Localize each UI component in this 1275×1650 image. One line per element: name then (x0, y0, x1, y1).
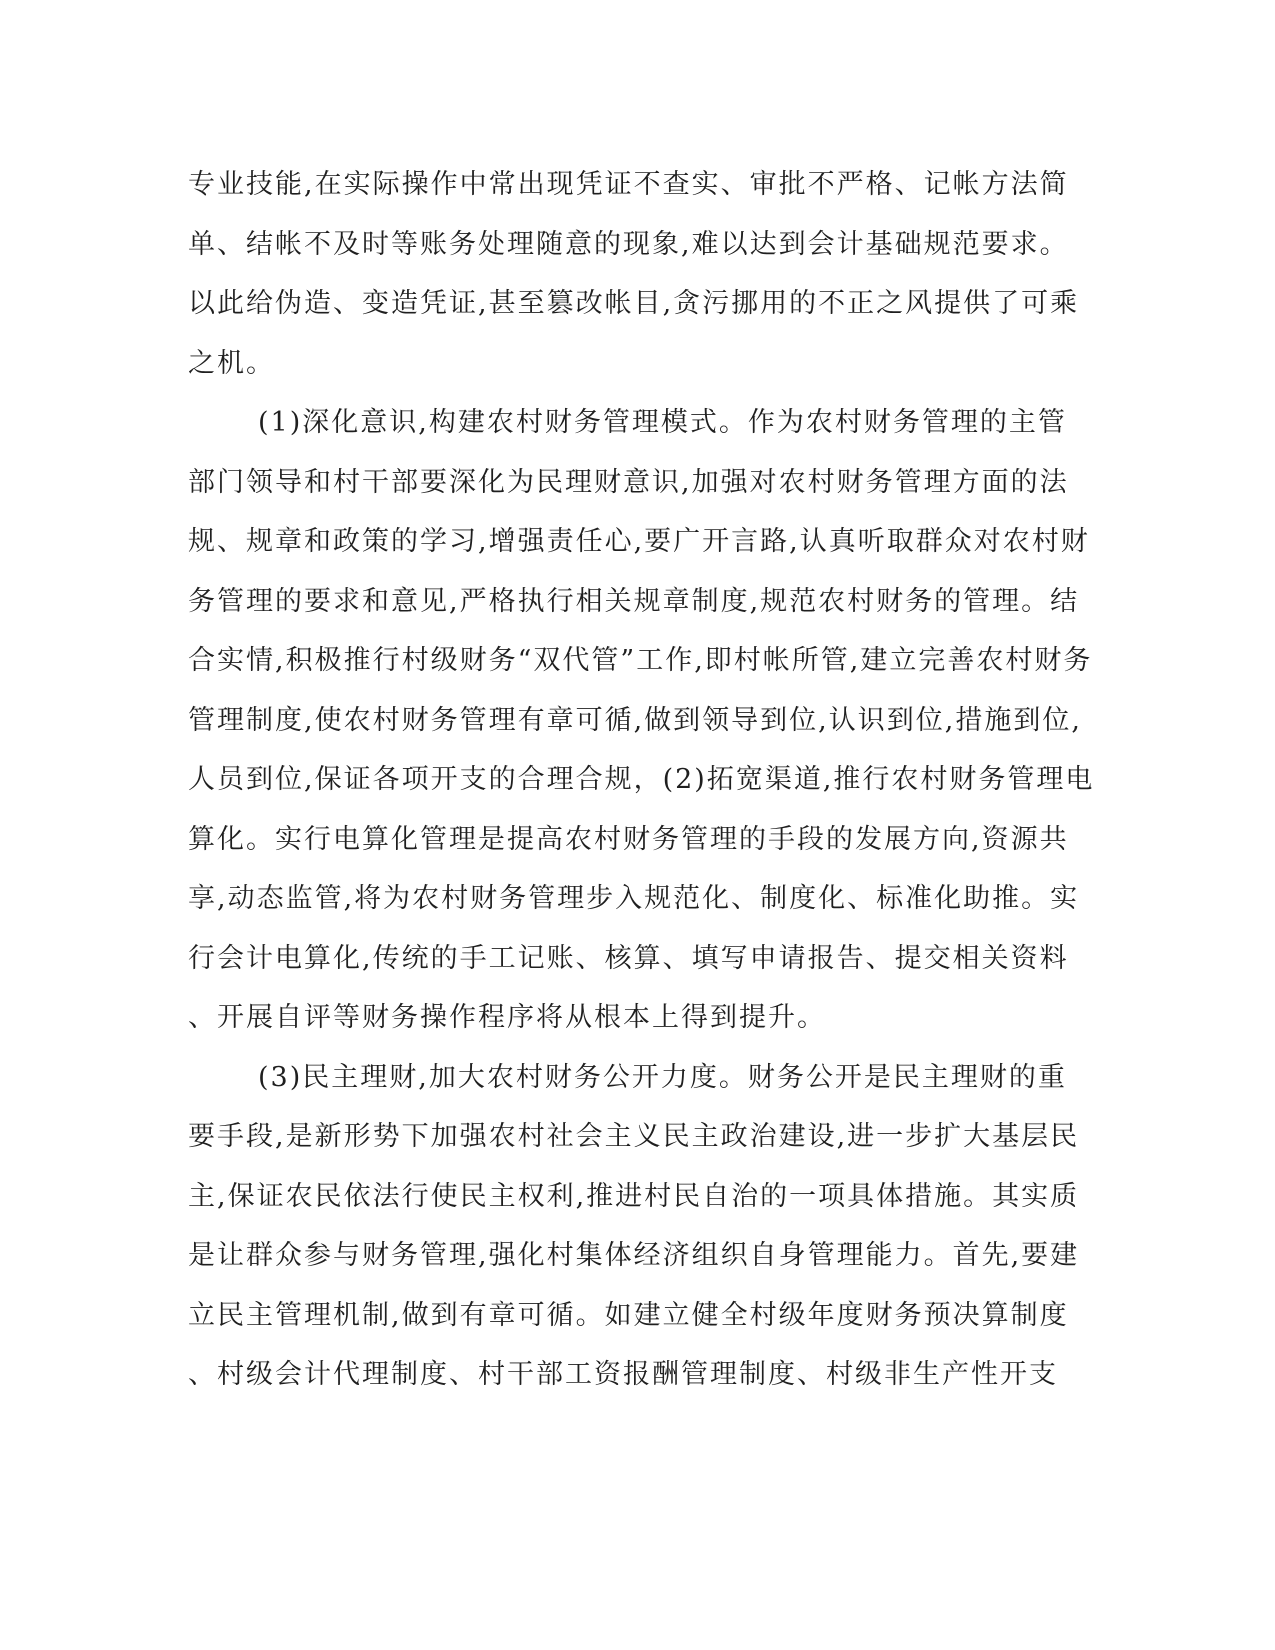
text-line: 专业技能,在实际操作中常出现凭证不查实、审批不严格、记帐方法简 (188, 169, 1069, 200)
text-line: 行会计电算化,传统的手工记账、核算、填写申请报告、提交相关资料 (188, 942, 1069, 974)
paragraph-3-first-line: (3)民主理财,加大农村财务公开力度。财务公开是民主理财的重 (258, 1061, 1067, 1093)
text-line: 算化。实行电算化管理是提高农村财务管理的手段的发展方向,资源共 (188, 823, 1069, 855)
document-body (188, 155, 1095, 1405)
text-line: 单、结帐不及时等账务处理随意的现象,难以达到会计基础规范要求。 (188, 228, 1069, 260)
text-line: 、开展自评等财务操作程序将从根本上得到提升。 (188, 1002, 826, 1033)
text-line: 立民主管理机制,做到有章可循。如建立健全村级年度财务预决算制度 (188, 1299, 1069, 1331)
text-line: 务管理的要求和意见,严格执行相关规章制度,规范农村财务的管理。结 (188, 585, 1080, 617)
text-line: 规、规章和政策的学习,增强责任心,要广开言路,认真听取群众对农村财 (188, 526, 1090, 557)
text-line: 部门领导和村干部要深化为民理财意识,加强对农村财务管理方面的法 (188, 466, 1069, 498)
text-line: 享,动态监管,将为农村财务管理步入规范化、制度化、标准化助推。实 (188, 883, 1080, 914)
text-line: 管理制度,使农村财务管理有章可循,做到领导到位,认识到位,措施到位, (188, 704, 1082, 736)
text-line: 、村级会计代理制度、村干部工资报酬管理制度、村级非生产性开支 (188, 1359, 1058, 1390)
text-line: 是让群众参与财务管理,强化村集体经济组织自身管理能力。首先,要建 (188, 1240, 1080, 1271)
text-line: 合实情,积极推行村级财务“双代管”工作,即村帐所管,建立完善农村财务 (188, 645, 1093, 676)
text-line: 主,保证农民依法行使民主权利,推进村民自治的一项具体措施。其实质 (188, 1180, 1080, 1212)
text-line: 以此给伪造、变造凭证,甚至篡改帐目,贪污挪用的不正之风提供了可乘 (188, 288, 1080, 319)
paragraph-1-first-line: (1)深化意识,构建农村财务管理模式。作为农村财务管理的主管 (258, 407, 1067, 438)
text-line: 之机。 (188, 347, 275, 379)
text-line: 人员到位,保证各项开支的合理合规，(2)拓宽渠道,推行农村财务管理电 (188, 764, 1095, 795)
text-line: 要手段,是新形势下加强农村社会主义民主政治建设,进一步扩大基层民 (188, 1121, 1080, 1152)
